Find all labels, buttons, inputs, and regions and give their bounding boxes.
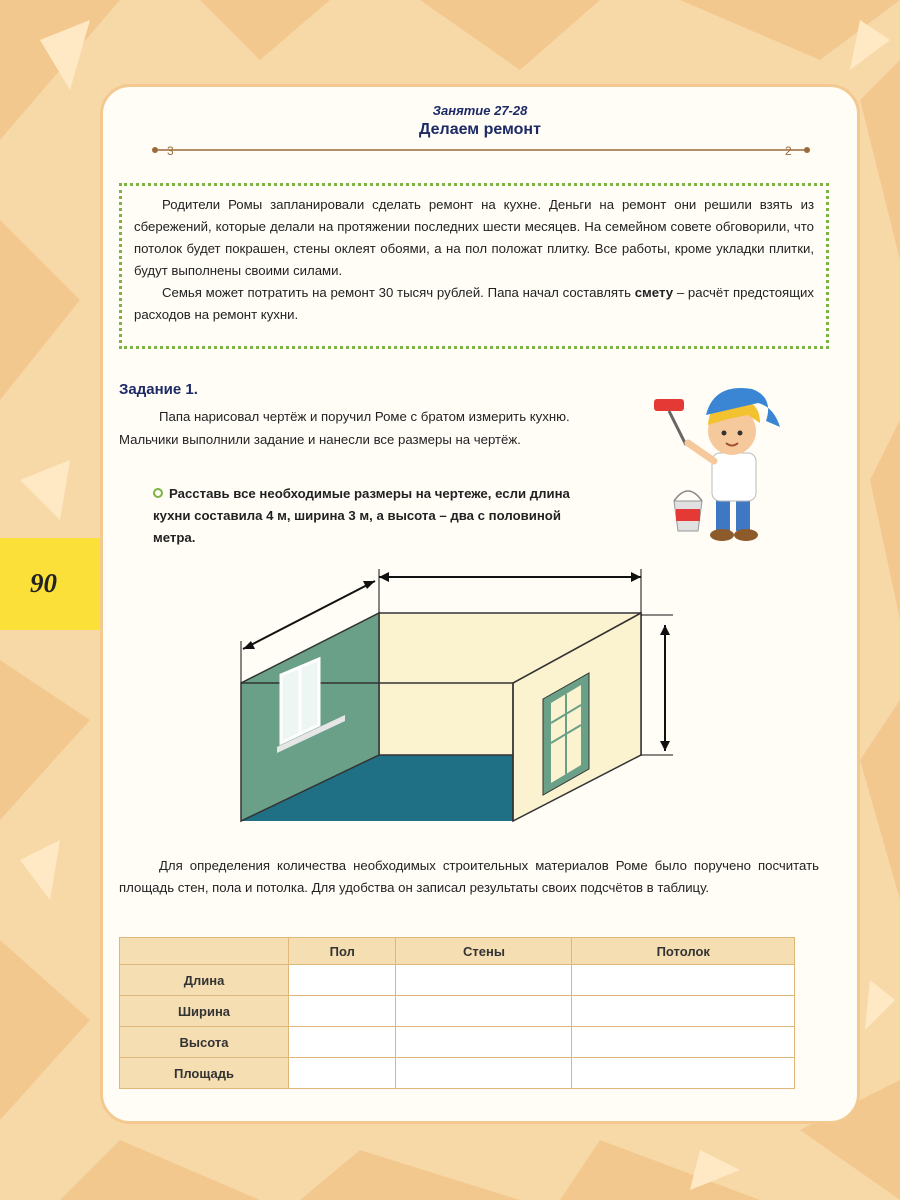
intro-box <box>119 183 829 349</box>
row-label-length: Длина <box>120 965 289 996</box>
task-heading: Задание 1. <box>119 381 198 398</box>
intro-paragraph-1: Родители Ромы запланировали сделать ремонт на кухне. Деньги на ремонт они решили взять из сбережений, которые делали на протяжении последних шести месяцев. На семейном совете обговорили, что потолок будет покрашен, стены оклеят обоями, а на пол положат плитку. Все работы, кроме укладки плитки, будут выполнены своими силами. <box>134 197 814 278</box>
table-row <box>120 1027 795 1058</box>
table-cell[interactable] <box>572 1058 795 1089</box>
boy-painter-illustration <box>648 375 798 545</box>
table-cell[interactable] <box>289 1027 396 1058</box>
intro-p2-end: – расчёт предстоящих расходов на ремонт кухни. <box>134 285 814 322</box>
instruction-text: Расставь все необходимые размеры на чертеже, если длина кухни составила 4 м, ширина 3 м, а высота – два с половиной метра. <box>153 486 570 545</box>
kitchen-drawing <box>233 563 693 843</box>
content-panel <box>100 84 860 1124</box>
table-row <box>120 996 795 1027</box>
bullet-icon <box>153 488 163 498</box>
intro-keyword: смету <box>634 285 674 300</box>
table-cell[interactable] <box>289 965 396 996</box>
row-label-width: Ширина <box>120 996 289 1027</box>
table-header-ceiling: Потолок <box>572 938 795 965</box>
table-cell[interactable] <box>396 1027 572 1058</box>
table-header-corner <box>120 938 289 965</box>
task-instruction <box>153 483 603 549</box>
page-number: 90 <box>30 568 57 598</box>
table-cell[interactable] <box>289 996 396 1027</box>
table-cell[interactable] <box>396 1058 572 1089</box>
title-ruler <box>151 143 811 157</box>
ruler-left-mark: 3 <box>167 144 174 157</box>
table-cell[interactable] <box>572 1027 795 1058</box>
table-header-row <box>120 938 795 965</box>
table-cell[interactable] <box>396 965 572 996</box>
row-label-height: Высота <box>120 1027 289 1058</box>
page-title: Делаем ремонт <box>419 121 541 138</box>
intro-paragraph-2 <box>134 282 814 326</box>
intro-p2-start: Семья может потратить на ремонт 30 тысяч рублей. Папа начал составлять <box>162 285 635 300</box>
table-row <box>120 1058 795 1089</box>
measurements-table <box>119 937 795 1089</box>
table-cell[interactable] <box>396 996 572 1027</box>
row-label-area: Площадь <box>120 1058 289 1089</box>
lesson-label: Занятие 27-28 <box>432 103 528 118</box>
table-header-walls: Стены <box>396 938 572 965</box>
table-cell[interactable] <box>572 965 795 996</box>
table-cell[interactable] <box>572 996 795 1027</box>
table-row <box>120 965 795 996</box>
table-header-floor: Пол <box>289 938 396 965</box>
calculation-text: Для определения количества необходимых строительных материалов Роме было поручено посчитать площадь стен, пола и потолка. Для удобства он записал результаты своих подсчётов в таблицу. <box>119 858 819 895</box>
table-cell[interactable] <box>289 1058 396 1089</box>
task-text: Папа нарисовал чертёж и поручил Роме с братом измерить кухню. Мальчики выполнили задание и нанесли все размеры на чертёж. <box>119 409 570 447</box>
ruler-right-mark: 2 <box>785 144 792 157</box>
